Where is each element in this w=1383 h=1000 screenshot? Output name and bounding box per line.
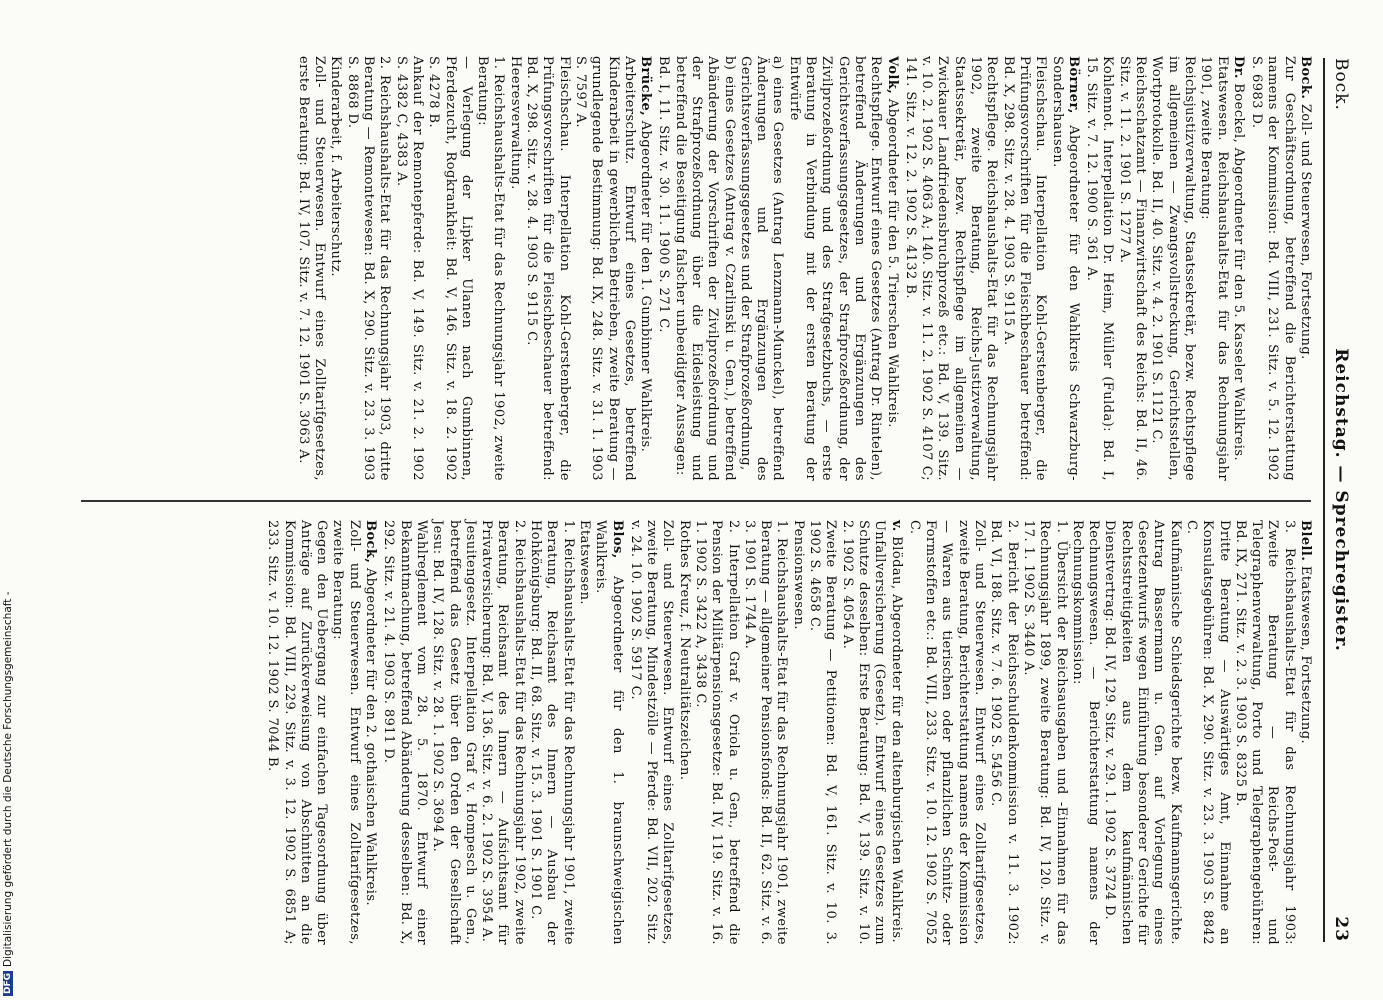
register-entry-heading: Börner, Abgeordneter für den Wahlkreis Schwarzburg-Sondershausen. [1049, 56, 1081, 481]
register-entry-heading: Blell. Etatswesen, Fortsetzung. [1298, 520, 1313, 745]
register-entry: Rechtspflege. Entwurf eines Gesetzes (Antrag Dr. Rintelen), betreffend Änderungen und Ergänzungen des Gerichtsverfassungsgesetzes, der Strafprozeßordnung, der Zivilprozeßordnung und des Strafgesetzbuchs, — erste Beratung in Verbindung mit der ersten Beratung der Entwürfe [786, 56, 884, 481]
register-entry: Zweite Beratung — Petitionen: Bd. V, 161. Sitz. v. 10. 3. 1902 S. 4658 C. [807, 520, 839, 945]
register-entry-heading: Bock. Zoll- und Steuerwesen, Fortsetzung. [1298, 56, 1313, 360]
register-entry: Kinderarbeit, f. Arbeiterschutz. [328, 56, 344, 277]
header-running-title: Bock. [1331, 58, 1351, 111]
left-column [295, 56, 1313, 481]
digitization-credit [2, 591, 14, 996]
register-entry: Dritte Beratung — Auswärtiges Amt, Einnahme an Konsulatsgebühren: Bd. X, 290. Sitz. v. 23. 3. 1903 S. 8842 C. [1183, 520, 1232, 945]
register-entry: Reichsschatzamt — Finanzwirtschaft des Reichs: Bd. II, 46. Sitz. v. 11. 2. 1901 S. 1277 A. [1116, 56, 1149, 481]
register-entry-heading: Brücke, Abgeordneter für den 1. Gumbinner Wahlkreis. [638, 56, 654, 453]
register-entry: Unfallversicherung (Gesetz). Entwurf eines Gesetzes zum Schutze desselben: Erste Beratung: Bd. V, 139. Sitz. v. 10. 2. 1902 S. 4054 A. [839, 520, 888, 945]
register-entry: a) eines Gesetzes (Antrag Lenzmann-Munckel), betreffend Änderungen und Ergänzungen des Gerichtsverfassungsgesetzes und der Strafprozeßordnung, [737, 56, 786, 481]
register-entry: Rothes Kreuz, f. Neutralitätszeichen. [676, 520, 692, 781]
header-rule [1323, 58, 1325, 942]
header-title: Reichstag. — Sprechregister. [1331, 348, 1351, 652]
register-entry: Rechtspflege. Reichshaushalts-Etat für das Rechnungsjahr 1902, zweite Beratung, Reichs-Justizverwaltung, Staatssekretär, bezw. Rechtspflege im allgemeinen — Zwickauer Landfriedensbruchprozeß etc.: Bd. V, 139. Sitz. v. 10. 2. 1902 S. 4063 A; 140. Sitz. v. 11. 2. 1902 S. 4107 C; 141. Sitz. v. 12. 2. 1902 S. 4132 B. [902, 56, 1000, 481]
register-entry: Ankauf der Remontepferde: Bd. V, 149. Sitz. v. 21. 2. 1902 S. 4382 C, 4383 A. [393, 56, 425, 481]
register-entry: 1. Reichshaushalts-Etat für das Rechnungsjahr 1902, zweite Beratung: [475, 56, 507, 481]
register-entry: Fleischschau. Interpellation Kohl-Gerstenberger, die Prüfungsvorschriften für die Fleischbeschauer betreffend: Bd. X, 298. Sitz. v. 28. 4. 1903 S. 9115 A. [1000, 56, 1049, 481]
register-entry: — Verlegung der Lipker Ulanen nach Gumbinnen, Pferdezucht, Rogkrankheit: Bd. V, 146. Sitz. v. 18. 2. 1902 S. 4278 B. [426, 56, 474, 481]
register-entry: 1. Reichshaushalts-Etat für das Rechnungsjahr 1901, zweite Beratung, Reichsamt des Innern — Ausbau der Hohkönigsburg: Bd. II, 68. Sitz. v. 15. 3. 1901 S. 1901 C. [528, 520, 576, 945]
page-header [1327, 58, 1349, 942]
register-entry: Kaufmännische Schiedsgerichte bezw. Kaufmannsgerichte. Antrag Bassermann u. Gen. auf Vorlegung eines Gesetzentwurfs wegen Einführung besonderer Gerichte für Rechtsstreitigkeiten aus dem kaufmännischen Dienstvertrag: Bd. IV, 129. Sitz. v. 29. 1. 1902 S. 3724 D. [1102, 520, 1183, 945]
register-entry: 1. Reichshaushalts-Etat für das Rechnungsjahr 1901, zweite Beratung — allgemeiner Pensionsfonds: Bd. II, 62. Sitz. v. 6. 3. 1901 S. 1744 A. [741, 520, 790, 945]
register-entry-heading: Blos, Abgeordneter für den 1. braunschweigischen Wahlkreis. [593, 520, 625, 945]
register-entry-heading: Bock, Abgeordneter für den 2. gothaischen Wahlkreis. [363, 520, 379, 907]
register-entry: Bd. I, 11. Sitz. v. 30. 11. 1900 S. 271 C. [656, 56, 672, 333]
register-entry: Etatswesen. Reichshaushalts-Etat für das Rechnungsjahr 1901, zweite Beratung: [1198, 56, 1230, 481]
right-column [264, 520, 1313, 945]
register-entry: Jesuitengesetz. Interpellation Graf v. Hompesch u. Gen., betreffend das Gesetz über den Orden der Gesellschaft Jesu: Bd. IV, 128. Sitz. v. 28. 1. 1902 S. 3694 A. [430, 520, 478, 945]
register-entry: Fleischschau. Interpellation Kohl-Gerstenberger, die Prüfungsvorschriften für die Fleischbeschauer betreffend: Bd. X, 298. Sitz. v. 28. 4. 1903 S. 9115 C. [524, 56, 572, 481]
register-entry: Heeresverwaltung. [507, 56, 523, 190]
register-entry: Zur Geschäftsordnung, betreffend die Berichterstattung namens der Kommission: Bd. VIII, 231. Sitz. v. 5. 12. 1902 S. 6983 D. [1249, 56, 1297, 481]
register-entry-heading: Volk, Abgeordneter für den 5. Trierschen Wahlkreis. [884, 56, 900, 428]
register-entry: b) eines Gesetzes (Antrag v. Czarlinski u. Gen.), betreffend Abänderung der Vorschriften der Zivilprozeßordnung und der Strafprozeßordnung über die Eidesleistung und betreffend die Beseitigung falscher unbeeidigter Aussagen: [672, 56, 737, 481]
register-entry: Etatswesen. [576, 520, 592, 606]
register-entry-heading: Dr. Boeckel, Abgeordneter für den 5. Kasseler Wahlkreis. [1230, 56, 1246, 462]
credit-text: Digitalisierung gefördert durch die Deutsche Forschungsgemeinschaft - [2, 591, 14, 967]
dfg-logo: DFG [3, 972, 13, 994]
register-entry: 3. Reichshaushalts-Etat für das Rechnungsjahr 1903: Zweite Beratung — Reichs-Post- und Telegraphenverwaltung, Porto und Telegraphengebühren: Bd. IX, 271. Sitz. v. 2. 3. 1903 S. 8325 B. [1232, 520, 1297, 945]
register-entry: Zoll- und Steuerwesen. Entwurf eines Zolltarifgesetzes, zweite Beratung, Berichterstattung namens der Kommission — Waren aus tierischen oder pflanzlichen Schnitz- oder Formstoffen etc.: Bd. VIII, 233. Sitz. v. 10. 12. 1902 S. 7052 C. [906, 520, 988, 945]
column-divider [81, 500, 1311, 502]
register-entry: Zoll- und Steuerwesen. Entwurf eines Zolltarifgesetzes, erste Beratung: Bd. IV, 107. Sitz. v. 7. 12. 1901 S. 3063 A. [295, 56, 328, 481]
register-entry: Pensionswesen. [790, 520, 806, 630]
register-entry-heading: v. Blödau, Abgeordneter für den altenburgischen Wahlkreis. [888, 520, 904, 944]
register-entry: 1. Übersicht der Reichsausgaben und -Einnahmen für das Rechnungsjahr 1899, zweite Beratung: Bd. IV, 120. Sitz. v. 17. 1. 1902 S. 3440 A. [1020, 520, 1069, 945]
register-entry: 2. Reichshaushalts-Etat für das Rechnungsjahr 1903, dritte Beratung — Remontewesen: Bd. X, 290. Sitz. v. 23. 3. 1903 S. 8868 D. [344, 56, 393, 481]
register-entry: 2. Bericht der Reichsschuldenkommission v. 11. 3. 1902: Bd. VI, 188. Sitz. v. 7. 6. 1902 S. 5456 C. [988, 520, 1020, 945]
register-entry: Gegen den Uebergang zur einfachen Tagesordnung über Anträge auf Zurückverweisung von Abschnitten an die Kommission: Bd. VIII, 229. Sitz. v. 3. 12. 1902 S. 6851 A; 233. Sitz. v. 10. 12. 1902 S. 7044 B. [265, 520, 330, 945]
register-entry: Zoll- und Steuerwesen. Entwurf eines Zolltarifgesetzes, zweite Beratung, Mindestzölle — Pferde: Bd. VII, 202. Sitz. v. 24. 10. 1902 S. 5917 C. [627, 520, 676, 945]
page-number: 23 [1331, 916, 1351, 942]
register-entry: Rechnungswesen. — Berichterstattung namens der Rechnungskommission: [1069, 520, 1102, 945]
register-entry: Wahlreglement vom 28. 5. 1870. Entwurf einer Bekanntmachung, betreffend Abänderung desselben: Bd. X, 292. Sitz. v. 21. 4. 1903 S. 8911 D. [381, 520, 429, 945]
register-entry: Zoll- und Steuerwesen. Entwurf eines Zolltarifgesetzes, zweite Beratung: [330, 520, 362, 945]
register-entry: Arbeiterschutz. Entwurf eines Gesetzes, betreffend Kinderarbeit in gewerblichen Betrieben, zweite Beratung — grundlegende Bestimmung: Bd. IX, 248. Sitz. v. 31. 1. 1903 S. 7597 A. [572, 56, 637, 481]
register-entry: Kohlennot. Interpellation Dr. Heim, Müller (Fulda): Bd. I, 15. Sitz. v. 7. 12. 1900 S. 361 A. [1084, 56, 1116, 481]
register-entry: 2. Interpellation Graf v. Oriola u. Gen., betreffend die Pension der Militärpensionsgesetze: Bd. IV, 119. Sitz. v. 16. 1. 1902 S. 3422 A, 3438 C. [693, 520, 741, 945]
register-entry: Reichsjustizverwaltung, Staatssekretär, bezw. Rechtspflege im allgemeinen — Zwangsvollstreckung, Gerichtsstellen, Wortprotokolle. Bd. II, 40. Sitz. v. 4. 2. 1901 S. 1121 C. [1149, 56, 1197, 481]
register-entry: 2. Reichshaushalts-Etat für das Rechnungsjahr 1902, zweite Beratung, Reichsamt des Innern — Aufsichtsamt für Privatversicherung: Bd. V, 136. Sitz. v. 6. 2. 1902 S. 3954 A. [479, 520, 527, 945]
